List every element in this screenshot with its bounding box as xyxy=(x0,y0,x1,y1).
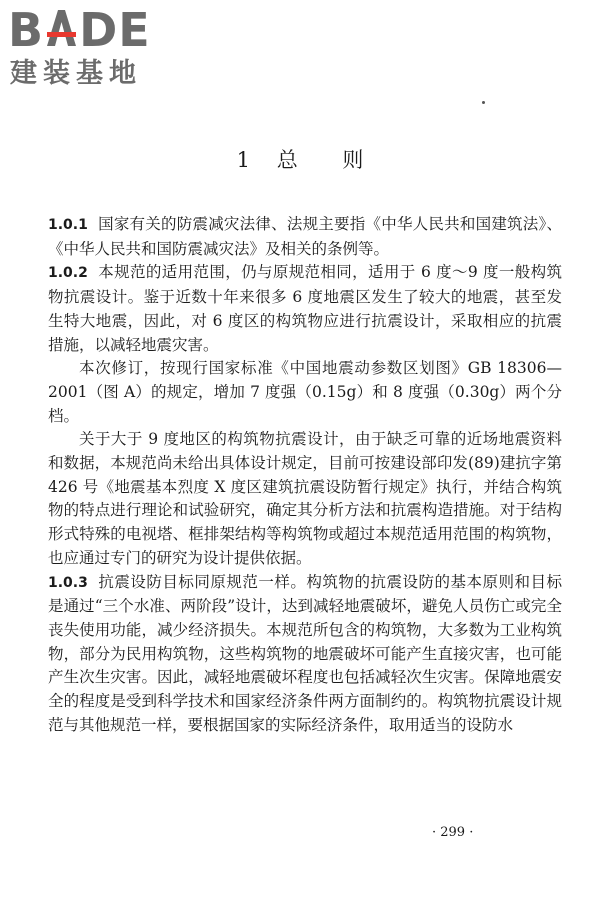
clause-number: 1.0.2 xyxy=(48,265,88,282)
clause-1-0-2-continuation-2: 关于大于 9 度地区的构筑物抗震设计，由于缺乏可靠的近场地震资料和数据，本规范尚未给出具体设计规定，目前可按建设部印发(89)建抗字第 426 号《地震基本烈度 X 度区建筑抗震设防暂行规定》执行，并结合构筑物的特点进行理论和试验研究，确定其分析方法和抗震构造措施。对于结构形式特殊的电视塔、框排架结构等构筑物或超过本规范适用范围的构筑物，也应通过专门的研究为设计提供依据。 xyxy=(48,430,562,567)
clause-text: 本规范的适用范围，仍与原规范相同，适用于 6 度～9 度一般构筑物抗震设计。鉴于近数十年来很多 6 度地震区发生了较大的地震，甚至发生特大地震，因此，对 6 度区的构筑物应进行抗震设计，采取相应的抗震措施，以减轻地震灾害。 xyxy=(48,263,562,354)
clause-1-0-3 xyxy=(48,571,562,738)
chapter-title xyxy=(0,145,600,175)
logo-letter-b: B xyxy=(8,3,45,57)
chapter-number: 1 xyxy=(236,148,250,172)
clause-1-0-2-continuation-1: 本次修订，按现行国家标准《中国地震动参数区划图》GB 18306—2001（图 A）的规定，增加 7 度强（0.15g）和 8 度强（0.30g）两个分档。 xyxy=(48,359,562,425)
clause-text: 国家有关的防震减灾法律、法规主要指《中华人民共和国建筑法》、《中华人民共和国防震减灾法》及相关的条例等。 xyxy=(48,215,562,258)
decorative-dot xyxy=(482,101,485,104)
bade-logo xyxy=(8,4,178,90)
clause-1-0-2 xyxy=(48,261,562,357)
chapter-title-char-2: 则 xyxy=(342,148,364,172)
clause-text: 抗震设防目标同原规范一样。构筑物的抗震设防的基本原则和目标是通过“三个水准、两阶段”设计，达到减轻地震破坏，避免人员伤亡或完全丧失使用功能，减少经济损失。本规范所包含的构筑物，大多数为工业构筑物，部分为民用构筑物，这些构筑物的地震破坏可能产生直接灾害，也可能产生次生灾害。因此，减轻地震破坏程度也包括减轻次生灾害。保障地震安全的程度是受到科学技术和国家经济条件两方面制约的。构筑物抗震设计规范与其他规范一样，要根据国家的实际经济条件，取用适当的设防水 xyxy=(48,572,562,734)
document-body xyxy=(48,213,562,737)
logo-subtitle: 建装基地 xyxy=(10,58,142,89)
logo-letters-de: DE xyxy=(79,3,151,57)
logo-a-mark-icon xyxy=(45,8,78,46)
page-number: · 299 · xyxy=(432,825,474,840)
chapter-title-char-1: 总 xyxy=(276,148,298,172)
logo-wordmark xyxy=(8,4,178,56)
clause-1-0-1 xyxy=(48,213,562,261)
clause-number: 1.0.3 xyxy=(48,574,88,591)
clause-number: 1.0.1 xyxy=(48,217,88,233)
